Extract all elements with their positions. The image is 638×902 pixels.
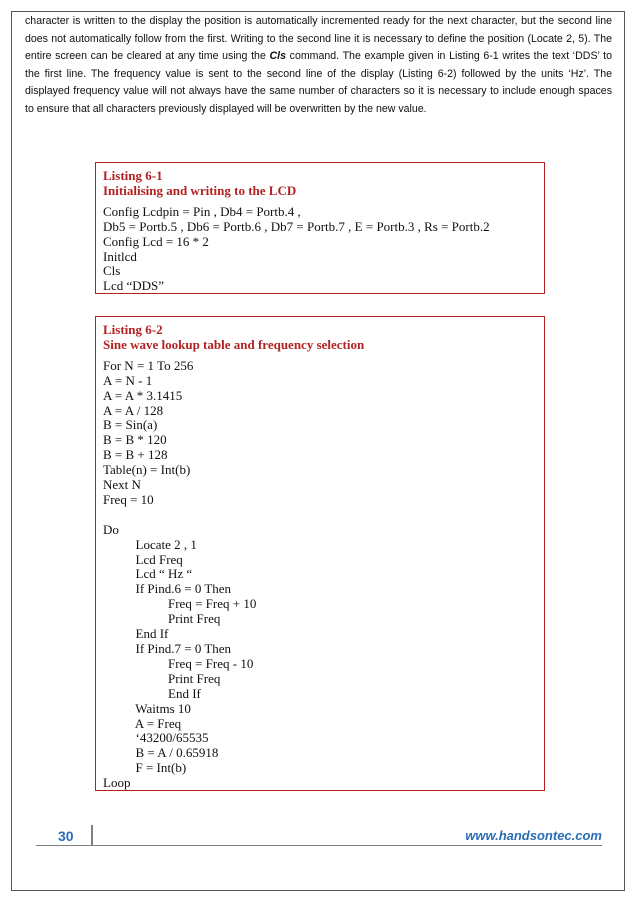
code-line: For N = 1 To 256 <box>103 357 194 373</box>
code-line: Next N <box>103 477 141 493</box>
body-paragraph <box>25 13 612 118</box>
code-line: Config Lcd = 16 * 2 <box>103 233 209 249</box>
code-line: Db5 = Portb.5 , Db6 = Portb.6 , Db7 = Portb.7 , E = Portb.3 , Rs = Portb.2 <box>103 218 490 234</box>
code-line: Lcd “DDS” <box>103 278 165 294</box>
listing-6-1-code <box>103 205 537 294</box>
code-line: Do <box>103 521 119 537</box>
code-line: Loop <box>103 775 131 791</box>
code-line: End If <box>103 685 201 701</box>
code-line: B = Sin(a) <box>103 417 158 433</box>
listing-6-1-title: Initialising and writing to the LCD <box>103 182 297 198</box>
website-link[interactable]: www.handsontec.com <box>465 828 602 843</box>
code-line: If Pind.7 = 0 Then <box>103 641 232 657</box>
code-line: Freq = Freq - 10 <box>103 655 254 671</box>
code-line: Print Freq <box>103 611 221 627</box>
code-line: End If <box>103 626 169 642</box>
code-line: Table(n) = Int(b) <box>103 462 191 478</box>
cls-command: Cls <box>269 50 286 62</box>
code-line: Config Lcdpin = Pin , Db4 = Portb.4 , <box>103 203 301 219</box>
code-line: B = B * 120 <box>103 432 167 448</box>
paragraph-text-2: command. The example given in Listing 6-1 writes the text ‘DDS’ to the first line. The frequency value is sent to the second line of the display (Listing 6-2) followed by the units ‘Hz’. The displayed frequency value will not always have the same number of characters so it is necessary to include enough spaces to ensure that all characters previously displayed will be overwritten by the new value. <box>25 50 612 115</box>
listing-6-2-label: Listing 6-2 <box>103 322 163 337</box>
code-line: A = N - 1 <box>103 372 153 388</box>
code-line: A = A / 128 <box>103 402 164 418</box>
code-line: B = A / 0.65918 <box>103 745 219 761</box>
code-line: B = B + 128 <box>103 447 168 463</box>
code-line: ‘43200/65535 <box>103 730 209 746</box>
listing-6-2-box <box>95 316 545 791</box>
code-line: F = Int(b) <box>103 760 187 776</box>
page-number: 30 <box>58 828 74 844</box>
paragraph-text-1: character is written to the display the position is automatically incremented ready for the next character, but the second line does not automatically follow from the first. Writing to the second line it is necessary to define the position (Locate 2, 5). The entire screen can be cleared at any time using the <box>25 15 612 62</box>
code-line: Locate 2 , 1 <box>103 536 197 552</box>
listing-6-2-code <box>103 359 537 791</box>
code-line: Waitms 10 <box>103 700 191 716</box>
code-line: Print Freq <box>103 670 221 686</box>
code-line <box>103 508 537 523</box>
footer-rule <box>36 845 602 846</box>
code-line: If Pind.6 = 0 Then <box>103 581 232 597</box>
listing-6-2-title: Sine wave lookup table and frequency selection <box>103 336 365 352</box>
footer-divider-tick <box>91 825 93 845</box>
code-line: Freq = 10 <box>103 491 154 507</box>
code-line: Cls <box>103 263 121 279</box>
code-line: Lcd Freq <box>103 551 183 567</box>
code-line: A = Freq <box>103 715 182 731</box>
listing-6-1-label: Listing 6-1 <box>103 168 163 183</box>
code-line: A = A * 3.1415 <box>103 387 183 403</box>
code-line: Lcd “ Hz “ <box>103 566 193 582</box>
listing-6-1-box <box>95 162 545 294</box>
code-line: Freq = Freq + 10 <box>103 596 257 612</box>
code-line: Initlcd <box>103 248 137 264</box>
